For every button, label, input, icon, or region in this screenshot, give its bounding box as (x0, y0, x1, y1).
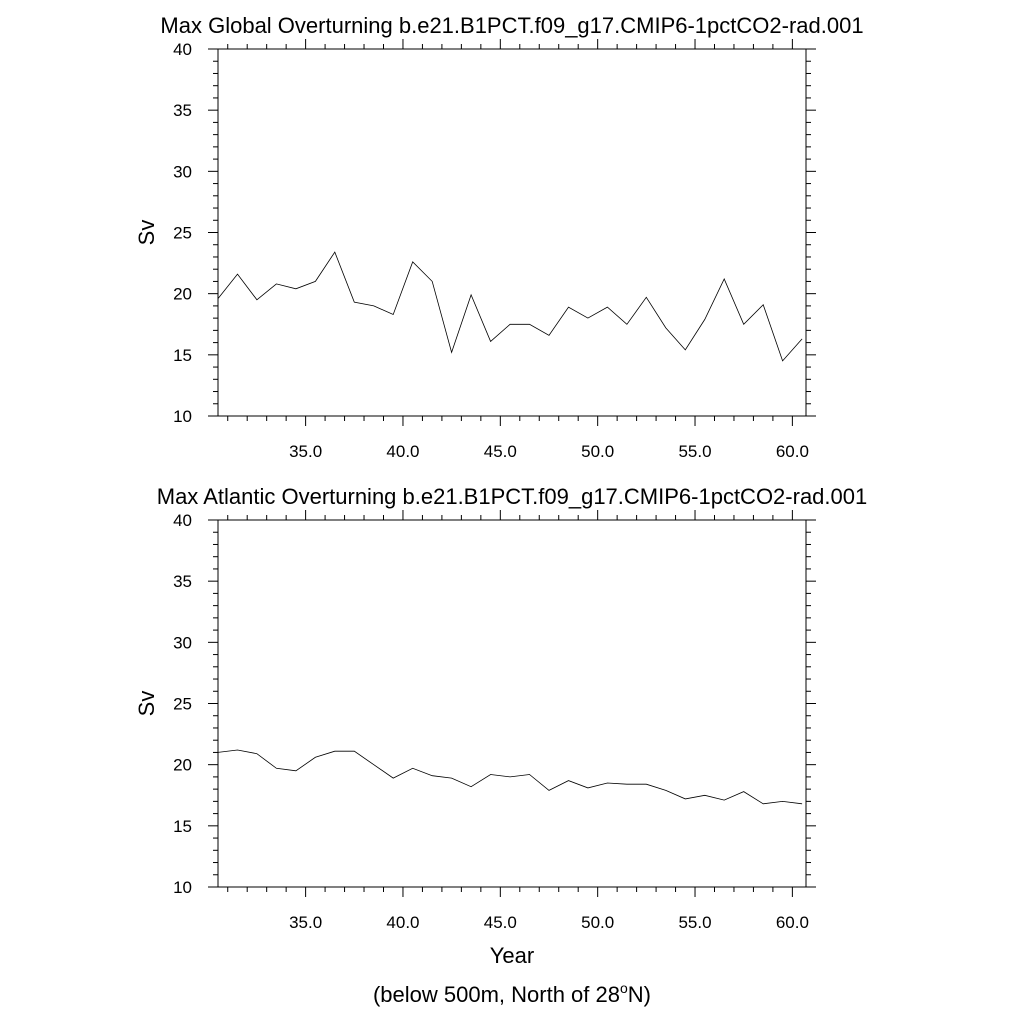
x-tick-label: 35.0 (289, 442, 323, 461)
x-tick-label: 40.0 (386, 913, 420, 932)
plot-frame (218, 49, 806, 416)
footnote-prefix: (below 500m, North of 28 (372, 982, 621, 1007)
series-line (218, 750, 802, 804)
series-line (218, 252, 802, 361)
y-tick-label: 40 (173, 40, 192, 59)
x-tick-label: 55.0 (678, 442, 712, 461)
x-tick-label: 55.0 (678, 913, 712, 932)
y-tick-label: 30 (173, 633, 192, 653)
global-overturning-panel (134, 13, 864, 461)
x-tick-label: 45.0 (483, 442, 517, 461)
y-tick-label: 25 (173, 223, 192, 243)
x-tick-label: 60.0 (775, 442, 809, 461)
y-tick-label: 30 (173, 162, 192, 182)
footnote-suffix: N) (627, 982, 652, 1007)
atlantic-overturning-panel (134, 484, 867, 968)
y-axis-label: Sv (134, 219, 159, 246)
y-tick-label: 10 (173, 407, 192, 426)
y-tick-label: 25 (173, 694, 192, 714)
y-tick-label: 35 (173, 572, 192, 592)
y-tick-label: 15 (173, 816, 192, 836)
footnote-superscript: o (620, 980, 628, 996)
y-tick-label: 10 (173, 878, 192, 897)
x-tick-label: 60.0 (775, 913, 809, 932)
x-tick-label: 40.0 (386, 442, 420, 461)
footnote (373, 980, 651, 1007)
x-tick-label: 35.0 (289, 913, 323, 932)
y-tick-label: 35 (173, 101, 192, 121)
x-tick-label: 50.0 (581, 913, 615, 932)
y-tick-label: 40 (173, 511, 192, 530)
x-tick-label: 50.0 (581, 442, 615, 461)
chart-title: Max Atlantic Overturning b.e21.B1PCT.f09_g17.CMIP6-1pctCO2-rad.001 (156, 484, 868, 509)
plot-frame (218, 520, 806, 887)
x-tick-label: 45.0 (483, 913, 517, 932)
x-axis-label: Year (489, 943, 535, 968)
y-axis-label: Sv (134, 690, 159, 717)
y-tick-label: 15 (173, 345, 192, 365)
y-tick-label: 20 (173, 284, 192, 304)
y-tick-label: 20 (173, 755, 192, 775)
chart-title: Max Global Overturning b.e21.B1PCT.f09_g17.CMIP6-1pctCO2-rad.001 (160, 13, 864, 38)
